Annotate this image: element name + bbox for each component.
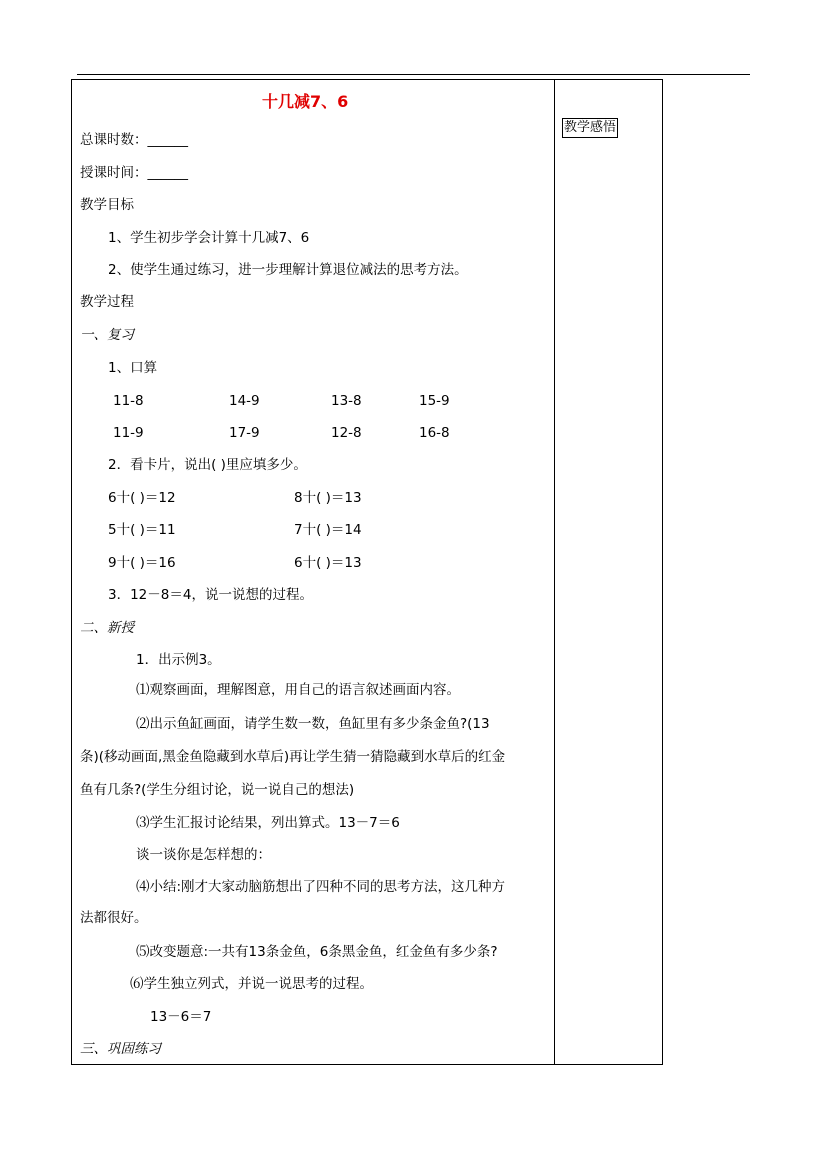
goal-item: 1、学生初步学会计算十几减7、6: [108, 230, 310, 246]
oral-problem: 15-9: [419, 393, 450, 409]
practice-heading: 三、巩固练习: [80, 1041, 161, 1057]
teach-time: 授课时间：______: [80, 165, 188, 181]
oral-problem: 11-8: [113, 393, 144, 409]
new-lesson-line: ⑷小结:刚才大家动脑筋想出了四种不同的思考方法，这几种方: [136, 879, 506, 895]
card-problem: 9十( )＝16: [108, 555, 176, 571]
new-lesson-line: 法都很好。: [80, 910, 148, 926]
oral-problem: 11-9: [113, 425, 144, 441]
oral-problem: 13-8: [331, 393, 362, 409]
review-item3: 3．12－8＝4，说一说想的过程。: [108, 587, 313, 603]
card-problem: 5十( )＝11: [108, 522, 176, 538]
oral-problem: 14-9: [229, 393, 260, 409]
cards-heading: 2．看卡片，说出( )里应填多少。: [108, 457, 307, 473]
card-problem: 6十( )＝12: [108, 490, 176, 506]
page-title: 十几减7、6: [262, 92, 349, 111]
new-lesson-line: ⑴观察画面，理解图意，用自己的语言叙述画面内容。: [136, 682, 460, 698]
column-divider: [554, 79, 555, 1065]
oral-problem: 17-9: [229, 425, 260, 441]
card-problem: 7十( )＝14: [294, 522, 362, 538]
new-lesson-line: 鱼有几条?(学生分组讨论，说一说自己的想法): [80, 782, 355, 798]
oral-problem: 16-8: [419, 425, 450, 441]
header-rule: [77, 74, 750, 75]
review-heading: 一、复习: [80, 327, 134, 343]
goals-heading: 教学目标: [80, 197, 134, 213]
new-lesson-line: 1．出示例3。: [136, 652, 221, 668]
card-problem: 8十( )＝13: [294, 490, 362, 506]
process-heading: 教学过程: [80, 294, 134, 310]
new-lesson-line: ⑶学生汇报讨论结果，列出算式。13－7＝6: [136, 815, 400, 831]
total-hours: 总课时数：______: [80, 132, 188, 148]
new-lesson-line: ⑸改变题意:一共有13条金鱼，6条黑金鱼，红金鱼有多少条?: [136, 944, 498, 960]
new-lesson-heading: 二、新授: [80, 620, 134, 636]
new-lesson-line: ⑵出示鱼缸画面，请学生数一数，鱼缸里有多少条金鱼?(13: [136, 716, 490, 732]
goal-item: 2、使学生通过练习，进一步理解计算退位减法的思考方法。: [108, 262, 468, 278]
oral-heading: 1、口算: [108, 360, 158, 376]
new-lesson-line: ⑹学生独立列式，并说一说思考的过程。: [130, 976, 373, 992]
oral-problem: 12-8: [331, 425, 362, 441]
new-lesson-line: 条)(移动画面,黑金鱼隐藏到水草后)再让学生猜一猜隐藏到水草后的红金: [80, 749, 506, 765]
new-lesson-line: 13－6＝7: [150, 1009, 212, 1025]
new-lesson-line: 谈一谈你是怎样想的：: [136, 847, 271, 863]
reflection-label: 教学感悟: [562, 118, 618, 138]
card-problem: 6十( )＝13: [294, 555, 362, 571]
